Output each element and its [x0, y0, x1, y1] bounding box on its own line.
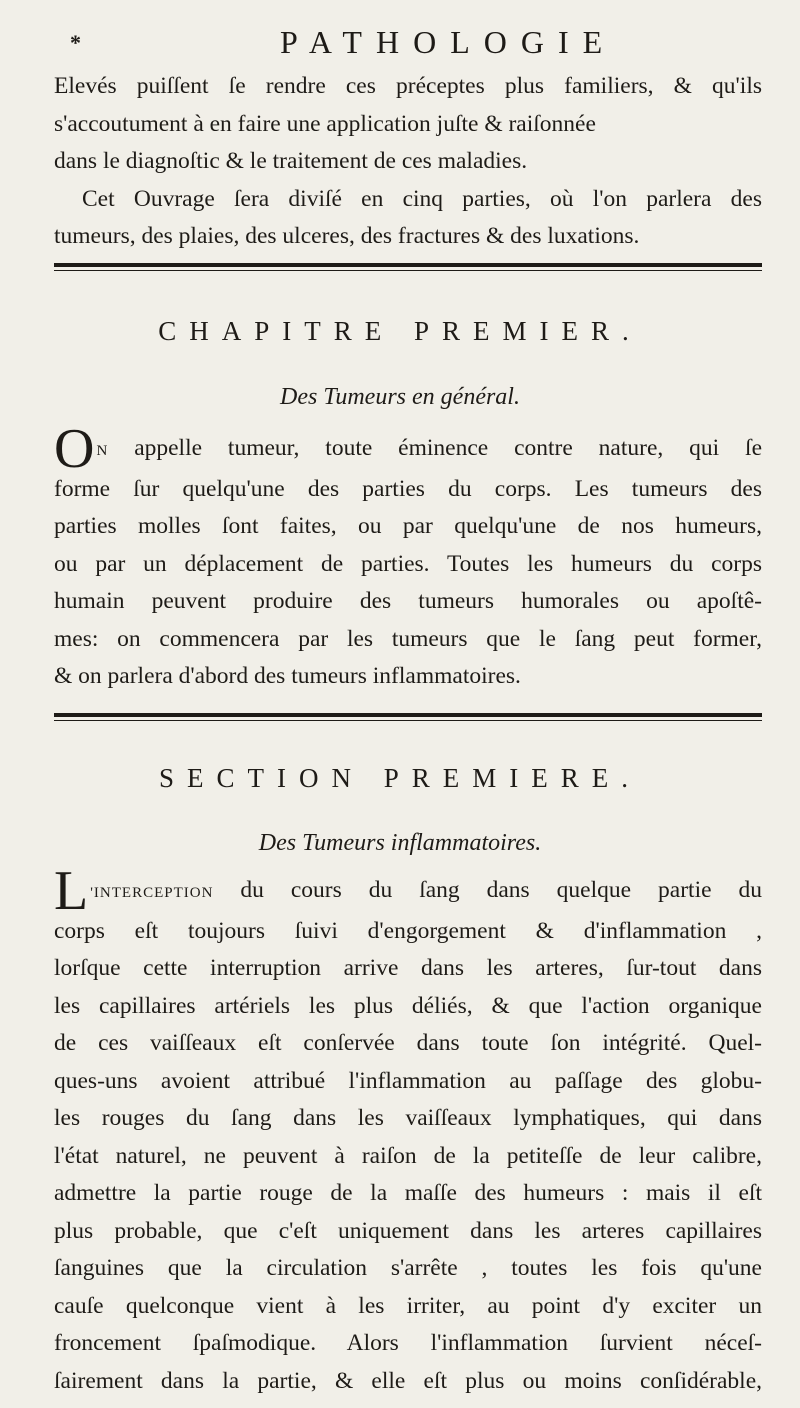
running-title: PATHOLOGIE — [280, 24, 617, 60]
text-line: lorſque cette interruption arrive dans les arteres, ſur-tout dans — [54, 955, 762, 981]
text-line: Elevés puiſſent ſe rendre ces préceptes plus familiers, & qu'ils — [54, 73, 762, 99]
header-mark: * — [70, 30, 81, 55]
chapter-rule-thin — [54, 270, 762, 271]
section-rule-thin — [54, 720, 762, 721]
section-paragraph — [54, 860, 762, 1400]
text-line: ſanguines que la circulation s'arrête , toutes les fois qu'une — [54, 1255, 762, 1281]
text-line — [54, 860, 762, 922]
section-title: SECTION PREMIERE. — [158, 763, 641, 793]
text-line: les capillaires artériels les plus déliés, & que l'action organique — [54, 992, 762, 1019]
text-line: l'état naturel, ne peuvent à raiſon de la petiteſſe de leur calibre, — [54, 1142, 762, 1169]
text-line: & on parlera d'abord des tumeurs inflammatoires. — [54, 663, 521, 689]
text-line: forme ſur quelqu'une des parties du corps. Les tumeurs des — [54, 475, 762, 502]
text-line: cauſe quelconque vient à les irriter, au point d'y exciter un — [54, 1292, 762, 1319]
section-rule-thick — [54, 713, 762, 717]
text-line: froncement ſpaſmodique. Alors l'inflammation ſurvient néceſ- — [54, 1330, 762, 1356]
text-line: Cet Ouvrage ſera diviſé en cinq parties, où l'on parlera des — [82, 185, 762, 212]
first-word-rest: N — [96, 443, 109, 459]
text-line: plus probable, que c'eſt uniquement dans les arteres capillaires — [54, 1217, 762, 1244]
section-subtitle: Des Tumeurs inflammatoires. — [258, 830, 542, 856]
drop-cap: O — [54, 418, 95, 480]
text-line: ques-uns avoient attribué l'inflammation au paſſage des globu- — [54, 1067, 762, 1094]
drop-cap: L — [54, 860, 89, 922]
text-line: dans le diagnoſtic & le traitement de ces maladies. — [54, 148, 528, 174]
text-line-rest: appelle tumeur, toute éminence contre nature, qui ſe — [134, 435, 763, 461]
text-line: de ces vaiſſeaux eſt conſervée dans toute ſon intégrité. Quel- — [54, 1030, 762, 1056]
text-line: s'accoutument à en faire une application juſte & raiſonnée — [54, 110, 596, 137]
text-line: tumeurs, des plaies, des ulceres, des fractures & des luxations. — [54, 223, 640, 249]
first-word-rest: 'INTERCEPTION — [90, 885, 214, 901]
text-line: humain peuvent produire des tumeurs humorales ou apoſtê- — [54, 588, 762, 614]
running-header — [0, 24, 800, 64]
chapter-title: CHAPITRE PREMIER. — [158, 316, 642, 346]
text-line: corps eſt toujours ſuivi d'engorgement & d'inflammation , — [54, 917, 762, 944]
text-line: ou par un déplacement de parties. Toutes les humeurs du corps — [54, 550, 762, 577]
text-line: ſairement dans la partie, & elle eſt plus ou moins conſidérable, — [54, 1367, 762, 1394]
text-line: les rouges du ſang dans les vaiſſeaux lymphatiques, qui dans — [54, 1105, 762, 1131]
text-line: parties molles ſont faites, ou par quelqu'une de nos humeurs, — [54, 513, 762, 539]
chapter-rule-thick — [54, 263, 762, 267]
chapter-subtitle: Des Tumeurs en général. — [280, 384, 520, 410]
text-line: admettre la partie rouge de la maſſe des humeurs : mais il eſt — [54, 1180, 762, 1206]
text-line: mes: on commencera par les tumeurs que le ſang peut former, — [54, 625, 762, 652]
chapter-paragraph — [54, 418, 763, 696]
intro-paragraph — [54, 68, 762, 256]
text-line-rest: du cours du ſang dans quelque partie du — [240, 877, 762, 903]
text-line — [54, 418, 763, 480]
